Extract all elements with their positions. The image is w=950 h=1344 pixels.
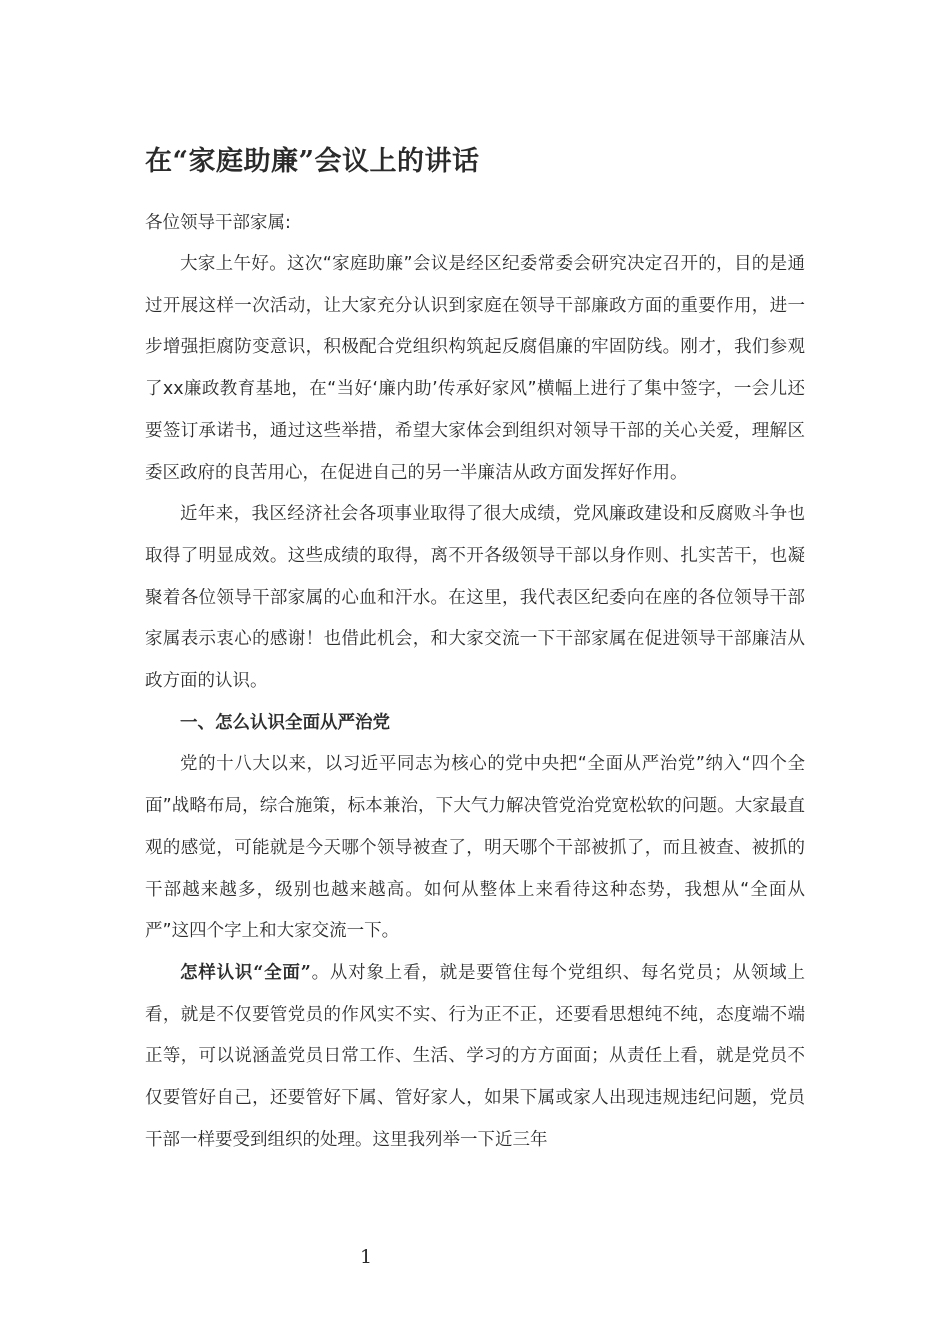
paragraph-achievements: 近年来，我区经济社会各项事业取得了很大成绩，党风廉政建设和反腐败斗争也取得了明显成效。这些成绩的取得，离不开各级领导干部以身作则、扎实苦干，也凝聚着各位领导干部家属的心血和汗水。在这里，我代表区纪委向在座的各位领导干部家属表示衷心的感谢！也借此机会，和大家交流一下干部家属在促进领导干部廉洁从政方面的认识。 [145,504,805,692]
document-body [145,140,805,1161]
paragraph-opening: 大家上午好。这次“家庭助廉”会议是经区纪委常委会研究决定召开的，目的是通过开展这样一次活动，让大家充分认识到家庭在领导干部廉政方面的重要作用，进一步增强拒腐防变意识，积极配合党组织构筑起反腐倡廉的牢固防线。刚才，我们参观了xx廉政教育基地，在“当好‘廉内助’传承好家风”横幅上进行了集中签字，一会儿还要签订承诺书，通过这些举措，希望大家体会到组织对领导干部的关心关爱，理解区委区政府的良苦用心，在促进自己的另一半廉洁从政方面发挥好作用。 [145,254,805,483]
page-number: 1 [359,1246,373,1268]
paragraph-body-text: 。从对象上看，就是要管住每个党组织、每名党员；从领域上看，就是不仅要管党员的作风实不实、行为正不正，还要看思想纯不纯，态度端不端正等，可以说涵盖党员日常工作、生活、学习的方方面面；从责任上看，就是党员不仅要管好自己，还要管好下属、管好家人，如果下属或家人出现违规违纪问题，党员干部一样要受到组织的处理。这里我列举一下近三年 [145,962,805,1150]
salutation: 各位领导干部家属: [145,213,291,233]
paragraph-party-governance: 党的十八大以来，以习近平同志为核心的党中央把“全面从严治党”纳入“四个全面”战略布局，综合施策，标本兼治，下大气力解决管党治党宽松软的问题。大家最直观的感觉，可能就是今天哪个领导被查了，明天哪个干部被抓了，而且被查、被抓的干部越来越多，级别也越来越高。如何从整体上来看待这种态势，我想从“全面从严”这四个字上和大家交流一下。 [145,754,805,942]
section-heading: 一、怎么认识全面从严治党 [180,712,390,733]
paragraph-comprehensive [145,953,805,1162]
document-title: 在“家庭助廉”会议上的讲话 [145,146,480,177]
paragraph-lead-text: 怎样认识“全面” [180,962,311,983]
